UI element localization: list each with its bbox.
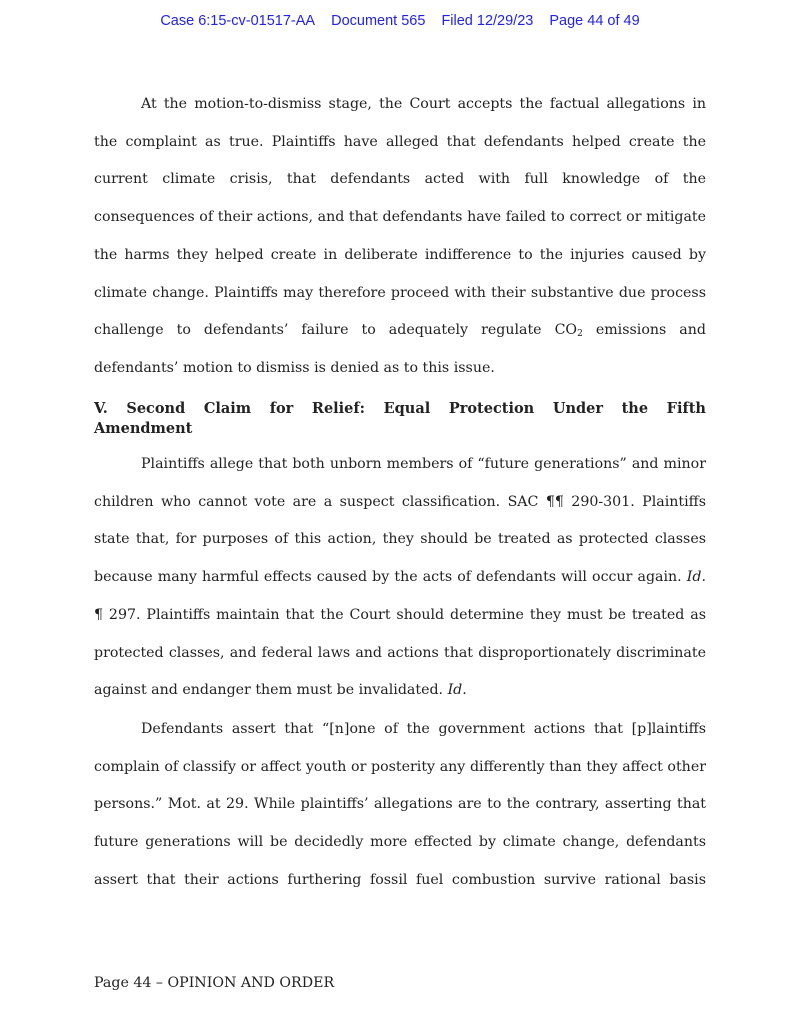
paragraph-plaintiffs-allege: [94, 446, 706, 710]
document-number: Document 565: [331, 13, 426, 29]
paragraph-text: emissions and defendants’ motion to dismiss is denied as to this issue.: [94, 322, 706, 376]
heading-word: for: [269, 400, 294, 417]
heading-line-2: Amendment: [94, 419, 193, 437]
paragraph-text: Defendants assert that “[n]one of the government actions that [p]laintiffs complain of classify or affect youth or posterity any differently than they affect other persons.” Mot. at 29. While plaintiffs’ allegations are to the contrary, asserting that future generations will be decidedly more effected by climate change, defendants assert that their actions furthering fossil fuel combustion survive rational basis: [94, 721, 706, 888]
citation-id: Id: [686, 569, 702, 586]
heading-word: Equal: [383, 400, 431, 417]
case-header: [0, 13, 800, 29]
page-footer: Page 44 – OPINION AND ORDER: [94, 975, 335, 991]
paragraph-motion-to-dismiss: [94, 86, 706, 388]
heading-word: Second: [126, 400, 186, 417]
heading-word: Protection: [448, 400, 535, 417]
heading-word: Claim: [203, 400, 252, 417]
paragraph-text: . ¶ 297. Plaintiffs maintain that the Court should determine they must be treated as protected classes, and federal laws and actions that disproportionately discriminate against and endanger them must be invalidated.: [94, 569, 706, 699]
heading-word: the: [621, 400, 649, 417]
heading-word: Under: [552, 400, 604, 417]
heading-word: Fifth: [666, 400, 706, 417]
filed-date: Filed 12/29/23: [441, 13, 534, 29]
paragraph-text: At the motion-to-dismiss stage, the Court accepts the factual allegations in the complaint as true. Plaintiffs have alleged that defendants helped create the current climate crisis, that defendants acted with full knowledge of the consequences of their actions, and that defendants have failed to correct or mitigate the harms they helped create in deliberate indifference to the injuries caused by climate change. Plaintiffs may therefore proceed with their substantive due process challenge to defendants’ failure to adequately regulate CO: [94, 96, 706, 339]
heading-line-1: [94, 399, 706, 419]
heading-number: V.: [94, 400, 108, 417]
page-indicator: Page 44 of 49: [549, 13, 640, 29]
subscript-two: 2: [577, 329, 583, 340]
section-heading: [94, 399, 706, 438]
heading-word: Relief:: [311, 400, 365, 417]
paragraph-text: Plaintiffs allege that both unborn members of “future generations” and minor children who cannot vote are a suspect classification. SAC ¶¶ 290-301. Plaintiffs state that, for purposes of this action, they should be treated as protected classes because many harmful effects caused by the acts of defendants will occur again.: [94, 456, 706, 586]
citation-id: Id: [447, 682, 463, 699]
case-number: Case 6:15-cv-01517-AA: [160, 13, 316, 29]
paragraph-text: .: [462, 682, 467, 699]
paragraph-defendants-assert: [94, 711, 706, 900]
